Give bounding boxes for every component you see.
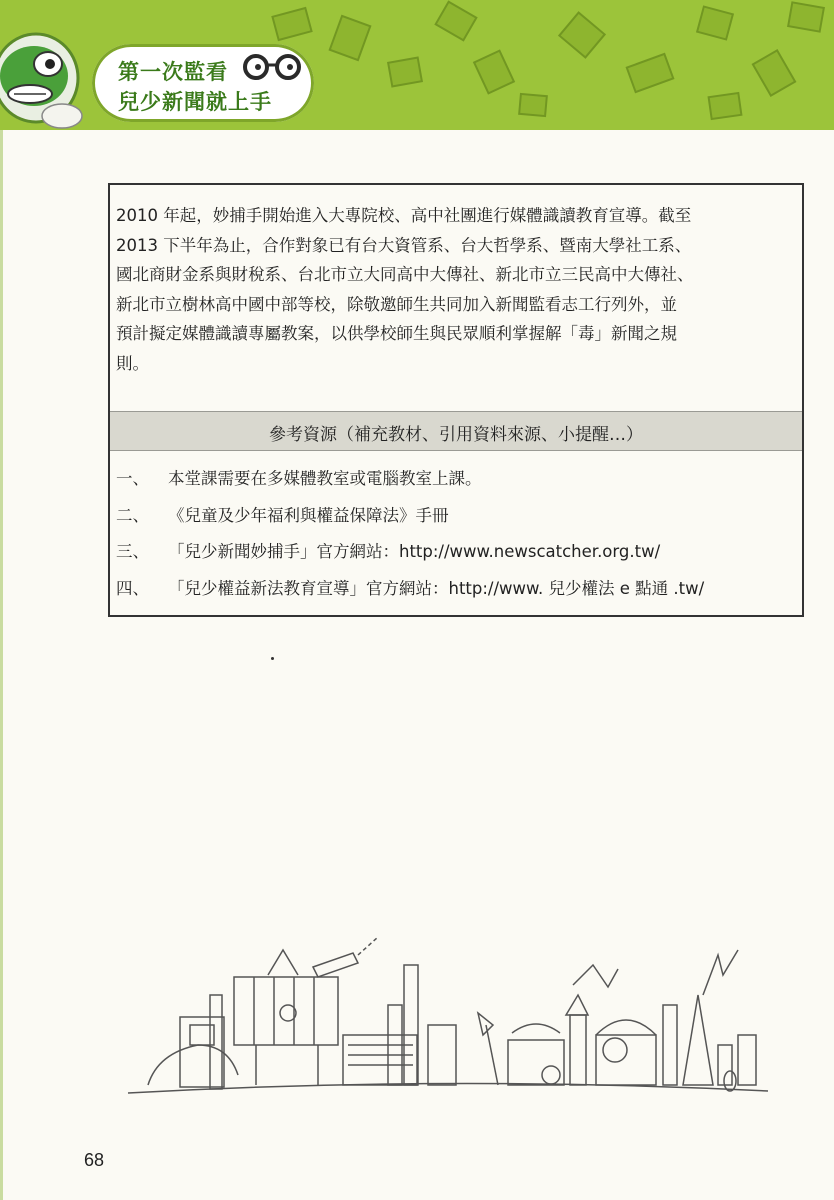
- list-item: [116, 571, 796, 608]
- intro-line: 則。: [116, 353, 149, 373]
- item-text: 《兒童及少年福利與權益保障法》手冊: [168, 505, 449, 525]
- intro-line: 國北商財金系與財稅系、台北市立大同高中大傳社、新北市立三民高中大傳社、: [116, 265, 694, 284]
- title-line-2: 兒少新聞就上手: [118, 90, 272, 114]
- intro-paragraph: [116, 201, 796, 378]
- header-banner: [0, 0, 834, 130]
- page-number: 68: [84, 1150, 105, 1170]
- title-line-1: 第一次監看: [118, 60, 228, 84]
- references-header: [110, 411, 802, 451]
- item-text: 「兒少新聞妙捕手」官方網站：http://www.newscatcher.org.tw/: [168, 542, 661, 561]
- intro-line: 2013 下半年為止，合作對象已有台大資管系、台大哲學系、暨南大學社工系、: [116, 235, 692, 255]
- intro-line: 新北市立樹林高中國中部等校，除敬邀師生共同加入新聞監看志工行列外，並: [116, 294, 677, 314]
- mascot-icon: [0, 18, 95, 130]
- list-item: [116, 461, 796, 498]
- item-number: 三、: [116, 542, 149, 561]
- page-edge: [0, 130, 3, 1200]
- glasses-icon: [242, 52, 304, 82]
- references-title: 參考資源（補充教材、引用資料來源、小提醒…）: [269, 425, 643, 445]
- references-list: [116, 461, 796, 607]
- item-number: 四、: [116, 578, 149, 598]
- title-badge: [92, 44, 314, 122]
- list-item: [116, 534, 796, 571]
- city-skyline-illustration: [118, 925, 778, 1105]
- item-text: 「兒少權益新法教育宣導」官方網站：http://www. 兒少權法 e 點通 .tw/: [168, 578, 705, 598]
- item-number: 一、: [116, 469, 149, 488]
- stray-dot: [271, 657, 274, 660]
- item-text: 本堂課需要在多媒體教室或電腦教室上課。: [168, 469, 482, 488]
- content-box: [108, 183, 804, 617]
- intro-line: 預計擬定媒體識讀專屬教案，以供學校師生與民眾順利掌握解「毒」新聞之規: [116, 324, 677, 343]
- intro-line: 2010 年起，妙捕手開始進入大專院校、高中社團進行媒體識讀教育宣導。截至: [116, 206, 692, 225]
- item-number: 二、: [116, 505, 149, 525]
- list-item: [116, 498, 796, 535]
